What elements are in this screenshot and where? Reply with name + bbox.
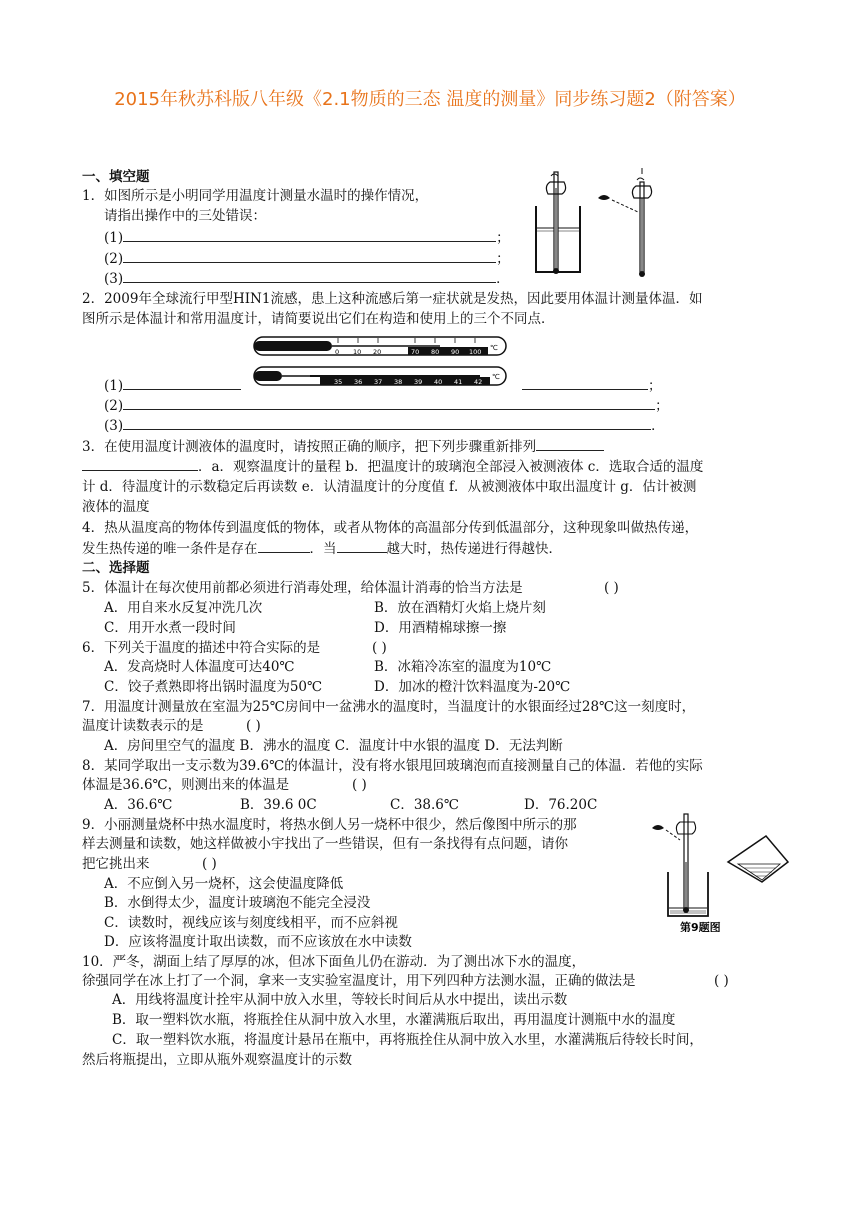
q1-answer-1-blank[interactable] <box>123 227 496 242</box>
q2-answer-3-label: (3) <box>104 418 124 434</box>
q3-text-line1 <box>82 436 604 457</box>
q8-option-d[interactable]: D．76.20C <box>524 797 598 813</box>
q2-top-tick-10: 10 <box>353 348 362 356</box>
q5-option-a[interactable]: A．用自来水反复冲洗几次 <box>104 600 263 616</box>
q3-text-line2 <box>82 456 703 477</box>
q7-options[interactable]: A．房间里空气的温度 B．沸水的温度 C．温度计中水银的温度 D．无法判断 <box>104 738 563 754</box>
q8-text-line2: 体温是36.6℃，则测出来的体温是 <box>82 777 290 793</box>
q4-text-2b: ．当 <box>309 541 337 557</box>
q2-bottom-tick-39: 39 <box>414 378 423 386</box>
q8-option-c[interactable]: C．38.6℃ <box>390 797 459 813</box>
q5-option-c[interactable]: C．用开水煮一段时间 <box>104 620 236 636</box>
q1-answer-3-blank[interactable] <box>123 268 496 283</box>
q10-option-b[interactable]: B．取一塑料饮水瓶，将瓶拴住从洞中放入水里，水灌满瓶后取出，再用温度计测瓶中水的温度 <box>112 1012 676 1028</box>
section-heading-fill-in: 一、填空题 <box>82 169 150 185</box>
q8-option-a[interactable]: A．36.6℃ <box>104 797 173 813</box>
q3-steps-1: ．a．观察温度计的量程 b．把温度计的玻璃泡全部浸入被测液体 c．选取合适的温度 <box>198 459 704 475</box>
q1-answer-2-label: (2) <box>104 251 124 267</box>
q2-answer-2[interactable] <box>104 395 669 416</box>
q9-answer-paren[interactable]: ( ) <box>202 856 217 872</box>
q3-order-blank-b[interactable] <box>82 456 198 471</box>
q3-stem: 3．在使用温度计测液体的温度时，请按照正确的顺序，把下列步骤重新排列 <box>82 439 537 455</box>
q2-answer-2-label: (2) <box>104 398 124 414</box>
q6-option-a[interactable]: A．发高烧时人体温度可达40℃ <box>104 659 295 675</box>
q9-text-line2: 样去测量和读数，她这样做被小宇找出了一些错误，但有一条找得有点问题，请你 <box>82 836 568 852</box>
q6-option-c[interactable]: C．饺子煮熟即将出锅时温度为50℃ <box>104 679 323 695</box>
q1-answer-2[interactable] <box>104 248 510 269</box>
q2-top-tick-70: 70 <box>411 348 420 356</box>
q2-top-unit: ℃ <box>490 344 498 352</box>
q10-answer-paren[interactable]: ( ) <box>714 973 729 989</box>
q2-bottom-tick-40: 40 <box>434 378 443 386</box>
q5-option-b[interactable]: B．放在酒精灯火焰上烧片刻 <box>374 600 546 616</box>
q1-text-line2: 请指出操作中的三处错误： <box>104 208 266 224</box>
q4-text-line1: 4．热从温度高的物体传到温度低的物体，或者从物体的高温部分传到低温部分，这种现象叫做热传递， <box>82 520 699 536</box>
q2-answer-1-label: (1) <box>104 378 124 394</box>
q2-text-line2: 图所示是体温计和常用温度计，请简要说出它们在构造和使用上的三个不同点． <box>82 311 555 327</box>
q10-text-line2: 徐强同学在冰上打了一个洞，拿来一支实验室温度计，用下列四种方法测水温，正确的做法是 <box>82 973 636 989</box>
q7-text-line2: 温度计读数表示的是 <box>82 718 204 734</box>
q1-answer-3[interactable] <box>104 268 510 289</box>
q4-text-line2 <box>82 538 562 559</box>
q2-bottom-tick-42: 42 <box>474 378 483 386</box>
q6-answer-paren[interactable]: ( ) <box>372 640 387 656</box>
q1-text-line1: 1．如图所示是小明同学用温度计测量水温时的操作情况， <box>82 188 429 204</box>
q4-blank-1[interactable] <box>258 538 310 553</box>
q1-answer-2-blank[interactable] <box>123 248 496 263</box>
q4-blank-2[interactable] <box>337 538 387 553</box>
q2-top-tick-90: 90 <box>451 348 460 356</box>
q10-text-line1: 10．严冬，湖面上结了厚厚的冰，但冰下面鱼儿仍在游动．为了测出冰下水的温度， <box>82 954 586 970</box>
q2-top-tick-80: 80 <box>431 348 440 356</box>
q2-bottom-tick-38: 38 <box>394 378 403 386</box>
q2-answer-3-end: ． <box>651 418 665 434</box>
q2-answer-1-right[interactable] <box>522 375 662 396</box>
q1-answer-1[interactable] <box>104 227 510 248</box>
q3-text-line4: 液体的温度 <box>82 499 150 515</box>
q9-text-line3: 把它挑出来 <box>82 856 150 872</box>
q9-text-line1: 9．小丽测量烧杯中热水温度时，将热水倒人另一烧杯中很少，然后像图中所示的那 <box>82 817 577 833</box>
q6-stem: 6．下列关于温度的描述中符合实际的是 <box>82 640 321 656</box>
q9-option-d[interactable]: D．应该将温度计取出读数，而不应该放在水中读数 <box>104 934 412 950</box>
q6-option-b[interactable]: B．冰箱冷冻室的温度为10℃ <box>374 659 552 675</box>
q2-answer-1-blank-b[interactable] <box>522 375 648 390</box>
q10-option-c-line2: 然后将瓶提出，立即从瓶外观察温度计的示数 <box>82 1052 352 1068</box>
q1-answer-1-end: ； <box>496 230 510 246</box>
q9-figure-caption: 第9题图 <box>680 921 721 932</box>
q2-answer-1[interactable] <box>104 375 241 396</box>
q2-top-tick-100: 100 <box>469 348 482 356</box>
q4-text-2a: 发生热传递的唯一条件是存在 <box>82 541 258 557</box>
q5-answer-paren[interactable]: ( ) <box>604 580 619 596</box>
q2-answer-1-end: ； <box>648 378 662 394</box>
q2-bottom-tick-37: 37 <box>374 378 383 386</box>
q5-stem: 5．体温计在每次使用前都必须进行消毒处理，给体温计消毒的恰当方法是 <box>82 580 523 596</box>
q7-text-line1: 7．用温度计测量放在室温为25℃房间中一盆沸水的温度时，当温度计的水银面经过28℃这一刻度时， <box>82 699 696 715</box>
q2-bottom-unit: ℃ <box>492 373 500 381</box>
q2-figure-thermometers <box>250 331 510 391</box>
q2-bottom-tick-36: 36 <box>354 378 363 386</box>
q9-option-a[interactable]: A．不应倒入另一烧杯，这会使温度降低 <box>104 876 344 892</box>
q2-text-line1: 2．2009年全球流行甲型HIN1流感，患上这种流感后第一症状就是发热，因此要用体温计测量体温．如 <box>82 291 703 307</box>
q4-text-2c: 越大时，热传递进行得越快． <box>386 541 562 557</box>
q1-answer-1-label: (1) <box>104 230 124 246</box>
q10-option-c-line1[interactable]: C．取一塑料饮水瓶，将温度计悬吊在瓶中，再将瓶拴住从洞中放入水里，水灌满瓶后待较长时间， <box>112 1032 703 1048</box>
q2-bottom-tick-35: 35 <box>334 378 343 386</box>
q9-figure-beaker-thermometer <box>646 812 792 932</box>
q7-answer-paren[interactable]: ( ) <box>246 718 261 734</box>
q2-answer-2-end: ； <box>655 398 669 414</box>
q1-answer-3-label: (3) <box>104 271 124 287</box>
q1-answer-3-end: ． <box>496 271 510 287</box>
q10-option-a[interactable]: A．用线将温度计拴牢从洞中放入水里，等较长时间后从水中提出，读出示数 <box>112 992 568 1008</box>
q2-bottom-tick-41: 41 <box>454 378 463 386</box>
q8-text-line1: 8．某同学取出一支示数为39.6℃的体温计，没有将水银甩回玻璃泡而直接测量自己的体温．若他的实际 <box>82 758 703 774</box>
q2-top-tick-20: 20 <box>373 348 382 356</box>
q9-option-b[interactable]: B．水倒得太少，温度计玻璃泡不能完全浸没 <box>104 895 371 911</box>
q2-answer-3-blank[interactable] <box>123 415 651 430</box>
q2-answer-3[interactable] <box>104 415 665 436</box>
q5-option-d[interactable]: D．用酒精棉球擦一擦 <box>374 620 507 636</box>
q2-answer-2-blank[interactable] <box>123 395 655 410</box>
document-title: 2015年秋苏科版八年级《2.1物质的三态 温度的测量》同步练习题2（附答案） <box>114 89 746 110</box>
q6-option-d[interactable]: D．加冰的橙汁饮料温度为-20℃ <box>374 679 571 695</box>
q8-answer-paren[interactable]: ( ) <box>352 777 367 793</box>
q2-top-tick-0: 0 <box>335 348 340 356</box>
section-heading-multiple-choice: 二、选择题 <box>82 560 150 576</box>
q1-figure-thermometer-beaker <box>528 168 698 280</box>
q2-answer-1-blank-a[interactable] <box>123 375 241 390</box>
q9-option-c[interactable]: C．读数时，视线应该与刻度线相平，而不应斜视 <box>104 915 398 931</box>
q3-text-line3: 计 d．待温度计的示数稳定后再读数 e．认清温度计的分度值 f．从被测液体中取出温度计 g．估计被测 <box>82 479 697 495</box>
q8-option-b[interactable]: B．39.6 0C <box>240 797 317 813</box>
q1-answer-2-end: ； <box>496 251 510 267</box>
q3-order-blank-a[interactable] <box>536 436 604 451</box>
